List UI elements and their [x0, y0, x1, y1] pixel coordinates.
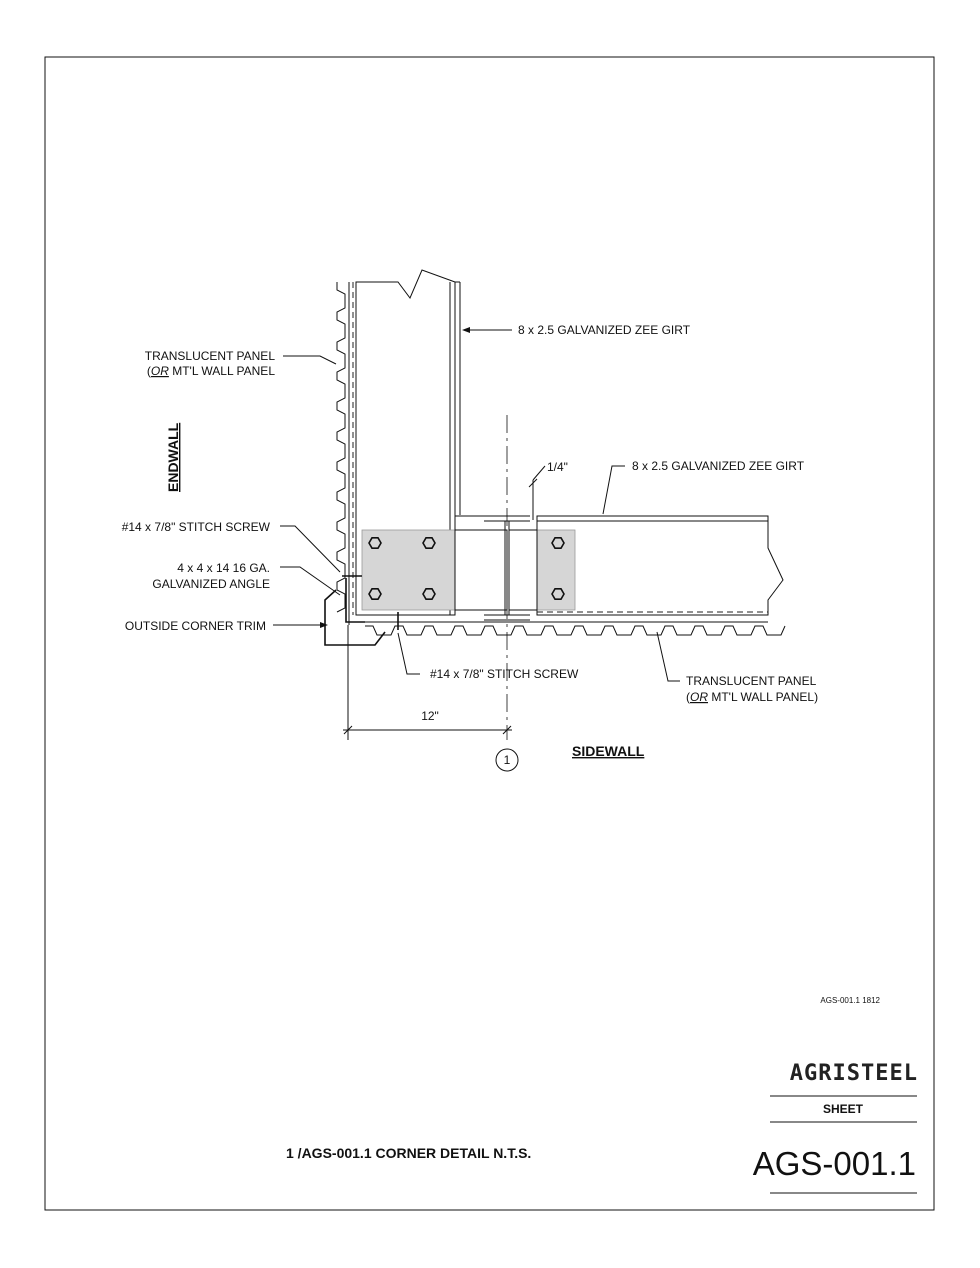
sidewall-panel-label-line1: TRANSLUCENT PANEL	[686, 674, 817, 688]
sheet-border	[45, 57, 934, 1210]
dim-12-label: 12"	[421, 709, 439, 723]
endwall-title: ENDWALL	[165, 422, 181, 492]
sheet-label: SHEET	[822, 1102, 864, 1116]
sidewall-panel-corrugation	[365, 626, 785, 635]
stitch-screw-bottom-label: #14 x 7/8" STITCH SCREW	[430, 667, 579, 681]
sidewall-panel-label-line2: (OR MT'L WALL PANEL)	[686, 690, 819, 704]
endwall-girt-label: 8 x 2.5 GALVANIZED ZEE GIRT	[518, 323, 691, 337]
endwall-panel-label-line1: TRANSLUCENT PANEL	[144, 349, 275, 363]
leaders	[273, 327, 680, 681]
angle-label-line1: 4 x 4 x 14 16 GA.	[177, 561, 270, 575]
leader-sidewall-panel	[657, 632, 680, 681]
leader-stitch-screw-bottom	[398, 633, 420, 674]
leader-stitch-screw-top	[280, 526, 340, 572]
sidewall-clip-plate	[537, 530, 575, 610]
sidewall-girt-label: 8 x 2.5 GALVANIZED ZEE GIRT	[632, 459, 805, 473]
stitch-screw-top-label: #14 x 7/8" STITCH SCREW	[121, 520, 270, 534]
gap-dim-leader	[533, 466, 545, 480]
sidewall-title: SIDEWALL	[572, 743, 645, 759]
column-flange-right	[509, 530, 537, 610]
leader-endwall-panel	[283, 356, 336, 364]
title-block	[286, 996, 918, 1193]
endwall-panel-corrugation	[337, 282, 345, 612]
arrow-icon	[462, 327, 470, 333]
sheet-number: AGS-001.1	[752, 1145, 916, 1182]
column-flange-left	[455, 530, 507, 610]
corner-trim-label: OUTSIDE CORNER TRIM	[124, 619, 266, 633]
callout-labels	[122, 323, 818, 759]
column-assembly	[362, 415, 575, 740]
leader-sidewall-girt	[603, 466, 625, 514]
angle-label-line2: GALVANIZED ANGLE	[152, 577, 270, 591]
endwall-panel-label-line2: (OR MT'L WALL PANEL	[146, 364, 275, 378]
leader-angle	[280, 567, 340, 595]
gap-dim-label: 1/4"	[547, 460, 568, 474]
ref-code: AGS-001.1 1812	[820, 996, 880, 1005]
agristeel-logo: AGRISTEEL	[789, 1061, 918, 1086]
detail-title: 1 /AGS-001.1 CORNER DETAIL N.T.S.	[286, 1145, 532, 1161]
endwall-clip-plate	[362, 530, 455, 610]
arrow-icon	[320, 622, 328, 628]
gridline-bubble-label: 1	[503, 753, 511, 767]
